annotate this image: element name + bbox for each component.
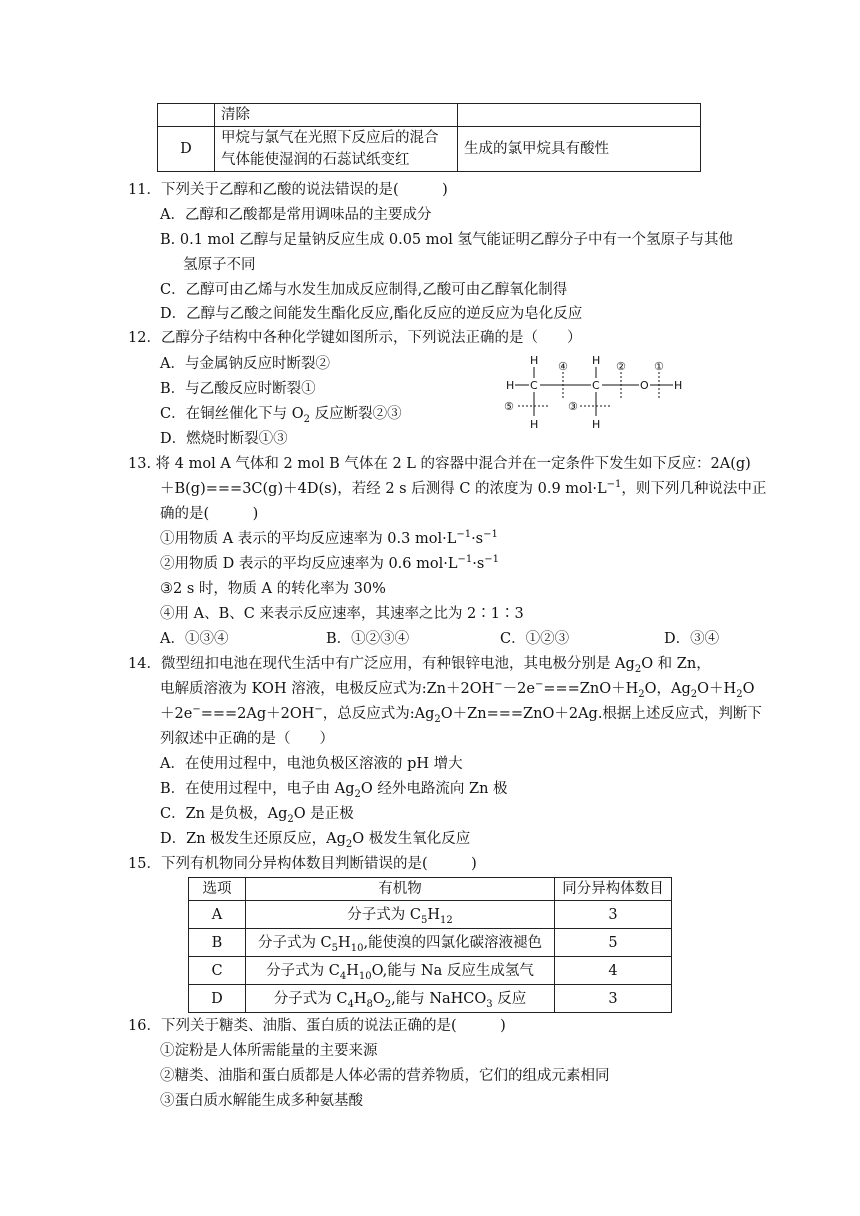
atom-h: H (530, 418, 539, 431)
atom-h: H (674, 379, 683, 392)
q14-stem-line1: 14．微型纽扣电池在现代生活中有广泛应用，有种银锌电池，其电极分别是 $Ag_2O$ 和 Zn， (128, 656, 711, 675)
q14-option-b: B．在使用过程中，电子由 $Ag_2O$ 经外电路流向 Zn 极 (160, 781, 508, 800)
q11-option-c: C．乙醇可由乙烯与水发生加成反应制得,乙酸可由乙醇氧化制得 (160, 282, 568, 298)
table-row (158, 104, 701, 127)
q13-statement-4: ④用 A、B、C 来表示反应速率，其速率之比为 2∶1∶3 (160, 606, 524, 622)
table-cell: 分子式为 $C_5H_{10}$,能使溴的四氯化碳溶液褪色 (246, 929, 555, 957)
cell-line: 甲烷与氯气在光照下反应后的混合 (221, 130, 439, 146)
q11-option-b-cont: 氢原子不同 (183, 257, 256, 273)
q12-option-d: D．燃烧时断裂①③ (160, 431, 288, 447)
table-header: 选项 (189, 878, 246, 901)
table-cell: 清除 (215, 104, 458, 127)
bond-label-1: ① (654, 360, 664, 373)
bond-label-5: ⑤ (504, 400, 514, 413)
table-header-row (189, 878, 672, 901)
table-cell: A (189, 901, 246, 929)
q13-stem-line2: ＋B(g)===3C(g)＋4D(s)，若经 2 s 后测得 C 的浓度为 0.9 $mol\cdot L^{-1}$，则下列几种说法中正 (160, 479, 767, 497)
atom-o: O (640, 379, 649, 392)
q14-stem-line3: ＋2e−===2Ag＋2OH−，总反应式为$:Ag_2O+Zn===ZnO+2Ag$.根据上述反应式，判断下 (160, 704, 762, 725)
q12-option-b: B．与乙酸反应时断裂① (160, 381, 316, 397)
q16-statement-3: ③蛋白质水解能生成多种氨基酸 (160, 1093, 363, 1109)
table-cell: D (158, 127, 215, 172)
q16-stem: 16．下列关于糖类、油脂、蛋白质的说法正确的是( ) (128, 1018, 506, 1034)
table-cell: 5 (555, 929, 672, 957)
table-cell: B (189, 929, 246, 957)
q14-option-a: A．在使用过程中，电池负极区溶液的 pH 增大 (160, 756, 463, 772)
table-cell: 分子式为 $C_4H_8O_2$,能与 NaHCO$_3$ 反应 (246, 985, 555, 1013)
table-header: 同分异构体数目 (555, 878, 672, 901)
table-cell (158, 104, 215, 127)
table-cell: 3 (555, 985, 672, 1013)
q12-option-a: A．与金属钠反应时断裂② (160, 356, 330, 372)
q13-stem-line1: 13. 将 4 mol A 气体和 2 mol B 气体在 2 L 的容器中混合并在一定条件下发生如下反应：2A(g) (128, 456, 751, 472)
bond-label-2: ② (616, 360, 626, 373)
q11-stem: 11．下列关于乙醇和乙酸的说法错误的是( ) (128, 182, 448, 198)
q12-option-c: C．在铜丝催化下与 $O_2$ 反应断裂②③ (160, 406, 402, 425)
ethanol-structure-diagram (500, 350, 700, 434)
q13-stem-line3: 确的是( ) (160, 506, 259, 522)
table-cell: 分子式为 $C_5H_{12}$ (246, 901, 555, 929)
top-table (157, 103, 701, 172)
atom-c: C (592, 379, 600, 392)
q11-option-d: D．乙醇与乙酸之间能发生酯化反应,酯化反应的逆反应为皂化反应 (160, 306, 583, 322)
table-header: 有机物 (246, 878, 555, 901)
q13-option-a: A．①③④ (160, 631, 229, 647)
table-row (189, 957, 672, 985)
table-row (189, 901, 672, 929)
q14-stem-line4: 列叙述中正确的是（ ） (160, 731, 334, 747)
q14-option-c: C．Zn 是负极，$Ag_2O$ 是正极 (160, 806, 354, 825)
q13-option-b: B．①②③④ (326, 631, 410, 647)
q15-stem: 15．下列有机物同分异构体数目判断错误的是( ) (128, 856, 477, 872)
isomer-table (188, 877, 672, 1013)
table-cell: 生成的氯甲烷具有酸性 (458, 127, 701, 172)
q14-option-d: D．Zn 极发生还原反应，$Ag_2O$ 极发生氧化反应 (160, 831, 471, 850)
table-cell: C (189, 957, 246, 985)
atom-h: H (592, 354, 601, 367)
q13-statement-3: ③2 s 时，物质 A 的转化率为 30% (160, 581, 386, 597)
q11-option-b: B. 0.1 mol 乙醇与足量钠反应生成 0.05 mol 氢气能证明乙醇分子中有一个氢原子与其他 (160, 232, 733, 248)
table-row (158, 127, 701, 172)
table-cell: 分子式为 $C_4H_{10}O$,能与 Na 反应生成氢气 (246, 957, 555, 985)
table-cell: 3 (555, 901, 672, 929)
atom-h: H (592, 418, 601, 431)
q13-option-d: D．③④ (664, 631, 720, 647)
atom-h: H (530, 354, 539, 367)
q16-statement-2: ②糖类、油脂和蛋白质都是人体必需的营养物质，它们的组成元素相同 (160, 1068, 610, 1084)
table-cell: D (189, 985, 246, 1013)
bond-label-4: ④ (558, 360, 568, 373)
q14-stem-line2: 电解质溶液为 KOH 溶液，电极反应式为$:Zn+2OH^--2e^-===ZnO+H_2O$，$Ag_2O+H_2O$ (160, 679, 755, 700)
table-row (189, 985, 672, 1013)
table-cell (458, 104, 701, 127)
q12-stem: 12．乙醇分子结构中各种化学键如图所示，下列说法正确的是（ ） (128, 330, 582, 346)
atom-h: H (506, 379, 515, 392)
q13-statement-1: ①用物质 A 表示的平均反应速率为 0.3 $mol\cdot L^{-1}\cdot s^{-1}$ (160, 529, 498, 547)
q16-statement-1: ①淀粉是人体所需能量的主要来源 (160, 1043, 378, 1059)
q13-option-c: C．①②③ (500, 631, 570, 647)
table-cell: 4 (555, 957, 672, 985)
q11-option-a: A．乙醇和乙酸都是常用调味品的主要成分 (160, 207, 432, 223)
cell-line: 气体能使湿润的石蕊试纸变红 (221, 152, 410, 168)
table-cell (215, 127, 458, 172)
table-row (189, 929, 672, 957)
bond-label-3: ③ (568, 400, 578, 413)
q13-statement-2: ②用物质 D 表示的平均反应速率为 0.6 $mol\cdot L^{-1}\cdot s^{-1}$ (160, 554, 500, 572)
atom-c: C (530, 379, 538, 392)
